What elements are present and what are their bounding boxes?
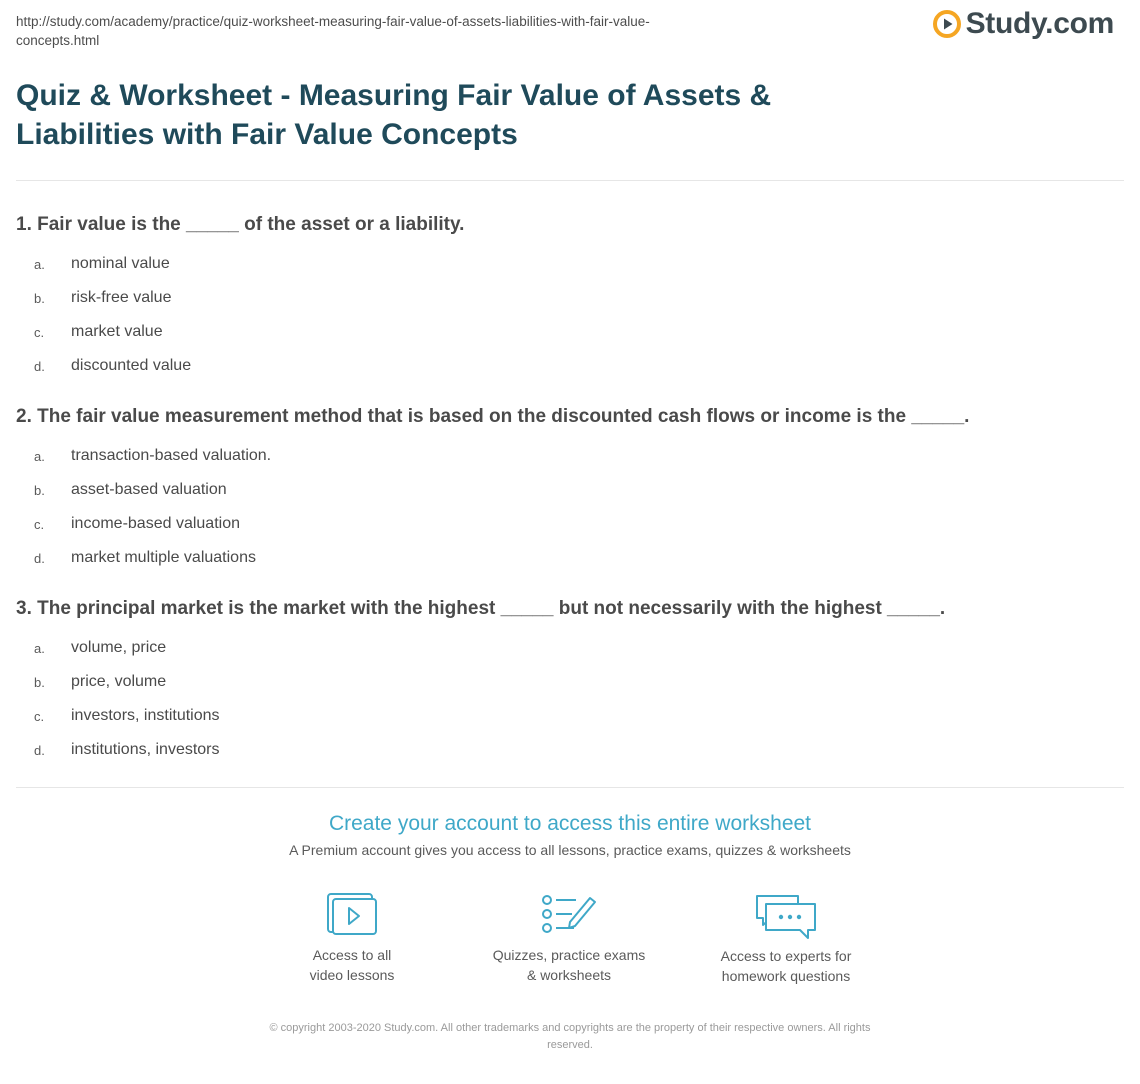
- question-text: 2. The fair value measurement method that is based on the discounted cash flows or income is the _____.: [16, 406, 970, 427]
- choice-text: risk-free value: [71, 289, 172, 306]
- question-text: 1. Fair value is the _____ of the asset or a liability.: [16, 214, 465, 235]
- choice-text: transaction-based valuation.: [71, 447, 272, 464]
- answer-choice: [16, 665, 1124, 699]
- page-title-line1: Quiz & Worksheet - Measuring Fair Value of Assets &: [16, 79, 772, 112]
- study-logo: [932, 6, 1114, 42]
- create-account-link[interactable]: Create your account to access this entire worksheet: [328, 812, 812, 835]
- video-lessons-icon: [326, 892, 378, 936]
- choice-letter: a.: [34, 640, 45, 656]
- page-url-line2: concepts.html: [16, 33, 100, 48]
- answer-choice: [16, 733, 1124, 767]
- page-url-line1: http://study.com/academy/practice/quiz-worksheet-measuring-fair-value-of-assets-liabilities-with-fair-value-: [16, 14, 650, 29]
- choice-text: market multiple valuations: [71, 549, 256, 566]
- page-title: [16, 76, 836, 154]
- copyright-notice: [210, 1020, 930, 1054]
- question-1: [16, 213, 1124, 383]
- page-title-line2: Liabilities with Fair Value Concepts: [16, 118, 518, 151]
- choice-text: price, volume: [71, 673, 167, 690]
- choice-letter: b.: [34, 482, 45, 498]
- answer-choices: [16, 631, 1124, 767]
- feature-experts: [686, 892, 886, 986]
- cta-subtitle: A Premium account gives you access to all lessons, practice exams, quizzes & worksheets: [289, 842, 851, 858]
- question-2: [16, 405, 1124, 575]
- choice-letter: d.: [34, 550, 45, 566]
- answer-choices: [16, 247, 1124, 383]
- top-divider: [16, 180, 1124, 181]
- answer-choice: [16, 541, 1124, 575]
- feature-caption-line1: Access to experts for: [720, 948, 852, 964]
- choice-text: nominal value: [71, 255, 170, 272]
- copyright-line1: © copyright 2003-2020 Study.com. All other trademarks and copyrights are the property of their respective owners. All rights: [269, 1022, 871, 1034]
- choice-text: discounted value: [71, 357, 192, 374]
- play-logo-icon: [932, 9, 962, 39]
- choice-letter: b.: [34, 674, 45, 690]
- choice-text: institutions, investors: [71, 741, 220, 758]
- question-3: [16, 597, 1124, 767]
- chat-bubbles-icon: [754, 892, 818, 944]
- answer-choice: [16, 699, 1124, 733]
- quiz-checklist-icon: [540, 892, 598, 936]
- choice-letter: c.: [34, 324, 45, 340]
- feature-video-lessons: [252, 892, 452, 985]
- answer-choice: [16, 507, 1124, 541]
- choice-text: market value: [71, 323, 163, 340]
- answer-choice: [16, 247, 1124, 281]
- choice-text: asset-based valuation: [71, 481, 227, 498]
- answer-choice: [16, 349, 1124, 383]
- feature-caption-line2: & worksheets: [526, 967, 612, 983]
- signup-cta: [0, 810, 1140, 860]
- choice-text: income-based valuation: [71, 515, 240, 532]
- feature-caption-line2: video lessons: [309, 967, 395, 983]
- feature-caption: [469, 945, 669, 985]
- answer-choice: [16, 473, 1124, 507]
- answer-choice: [16, 631, 1124, 665]
- feature-quizzes: [469, 892, 669, 985]
- choice-letter: d.: [34, 358, 45, 374]
- copyright-line2: reserved.: [547, 1039, 593, 1051]
- choice-letter: c.: [34, 516, 45, 532]
- feature-caption-line1: Quizzes, practice exams: [492, 947, 646, 963]
- choice-text: volume, price: [71, 639, 167, 656]
- choice-text: investors, institutions: [71, 707, 220, 724]
- answer-choice: [16, 281, 1124, 315]
- answer-choices: [16, 439, 1124, 575]
- choice-letter: c.: [34, 708, 45, 724]
- feature-caption-line2: homework questions: [721, 968, 851, 984]
- logo-text: Study.com: [965, 7, 1114, 40]
- feature-caption: [252, 945, 452, 985]
- choice-letter: d.: [34, 742, 45, 758]
- choice-letter: a.: [34, 448, 45, 464]
- choice-letter: a.: [34, 256, 45, 272]
- answer-choice: [16, 439, 1124, 473]
- choice-letter: b.: [34, 290, 45, 306]
- feature-caption: [686, 946, 886, 986]
- answer-choice: [16, 315, 1124, 349]
- page-url: [16, 12, 736, 50]
- bottom-divider: [16, 787, 1124, 788]
- question-text: 3. The principal market is the market with the highest _____ but not necessarily with the highest _____.: [16, 598, 946, 619]
- feature-caption-line1: Access to all: [312, 947, 392, 963]
